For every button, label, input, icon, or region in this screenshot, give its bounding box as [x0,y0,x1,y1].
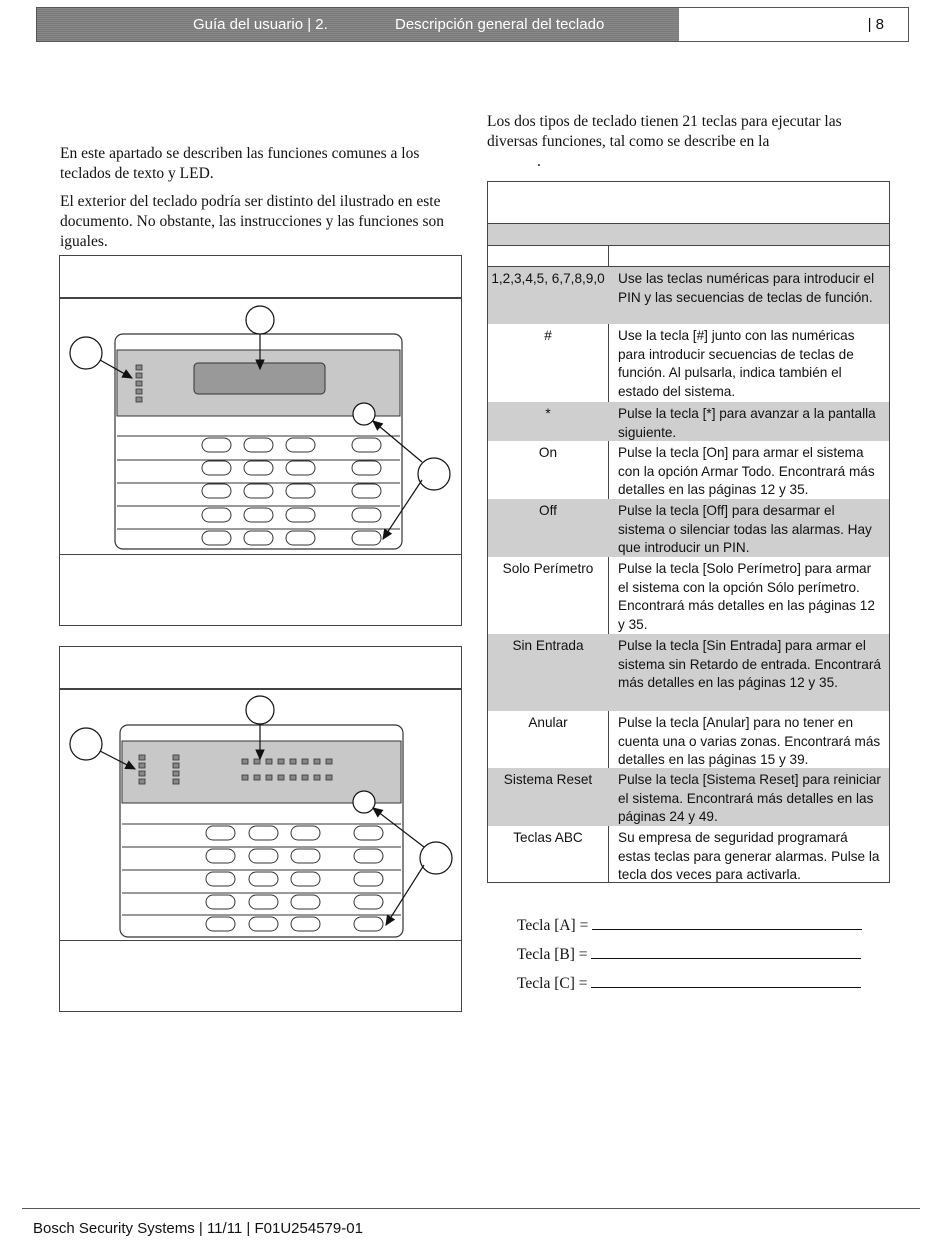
table-intro-paragraph: Los dos tipos de teclado tienen 21 teclas para ejecutar las diversas funciones, tal como se describe en la [487,113,842,150]
header-section: Guía del usuario | 2. [193,16,328,33]
table-row [488,324,889,402]
description-cell: Su empresa de seguridad programará estas teclas para generar alarmas. Pulse la tecla dos veces para activarla. [618,830,880,882]
table-row [488,402,889,441]
page-footer: Bosch Security Systems | 11/11 | F01U254579-01 [33,1220,363,1237]
description-cell: Use la tecla [#] junto con las numéricas para introducir secuencias de teclas de función. Al pulsarla, indica también el estado del sistema. [618,328,855,399]
key-function-table [487,181,890,883]
description-cell: Pulse la tecla [On] para armar el sistema con la opción Armar Todo. Encontrará más detalles en las páginas 12 y 35. [618,445,875,497]
key-cell: Anular [528,715,568,730]
table-row [488,634,889,711]
key-b-label: Tecla [B] = [517,946,588,963]
description-cell: Pulse la tecla [Anular] para no tener en cuenta una o varias zonas. Encontrará más detalles en las páginas 15 y 39. [618,715,881,767]
key-a-blank [592,915,862,930]
key-a-label: Tecla [A] = [517,917,589,934]
key-c-label: Tecla [C] = [517,975,588,992]
led-keypad-figure [59,646,462,1012]
key-cell: Solo Perímetro [502,561,594,576]
key-cell: Sistema Reset [503,772,593,787]
table-header-band [488,223,889,246]
table-row [488,267,889,324]
key-c-line [517,973,861,993]
table-row [488,711,889,768]
text-keypad-drawing [60,256,461,625]
header-page-number: | 8 [867,16,884,33]
key-cell: 1,2,3,4,5, 6,7,8,9,0 [491,271,605,286]
description-cell: Pulse la tecla [*] para avanzar a la pantalla siguiente. [618,406,876,440]
table-row [488,768,889,826]
key-cell: Sin Entrada [512,638,584,653]
key-cell: # [544,328,552,343]
key-cell: On [538,445,558,460]
description-cell: Pulse la tecla [Sin Entrada] para armar el sistema sin Retardo de entrada. Encontrará más detalles en las páginas 12 y 35. [618,638,881,690]
key-b-line [517,944,861,964]
header-shaded-band [37,8,679,41]
page-header [36,7,909,42]
note-paragraph: El exterior del teclado podría ser distinto del ilustrado en este documento. No obstante, las instrucciones y las funciones son iguales. [60,193,444,250]
header-title: Descripción general del teclado [395,16,605,33]
text-keypad-figure [59,255,462,626]
description-cell: Pulse la tecla [Off] para desarmar el sistema o silenciar todas las alarmas. Hay que introducir un PIN. [618,503,872,555]
table-row [488,441,889,499]
description-cell: Use las teclas numéricas para introducir el PIN y las secuencias de teclas de función. [618,271,875,305]
intro-paragraph: En este apartado se describen las funciones comunes a los teclados de texto y LED. [60,145,420,182]
key-cell: Off [539,503,557,518]
key-a-line [517,915,862,935]
footer-rule [22,1208,920,1209]
table-row [488,826,889,882]
description-cell: Pulse la tecla [Solo Perímetro] para armar el sistema con la opción Sólo perímetro. Encontrará más detalles en las páginas 12 y 35. [618,561,875,632]
key-c-blank [591,973,861,988]
table-intro-end: . [537,153,541,170]
key-cell: * [545,406,551,421]
description-cell: Pulse la tecla [Sistema Reset] para reiniciar el sistema. Encontrará más detalles en las páginas 24 y 49. [618,772,881,824]
key-cell: Teclas ABC [513,830,583,845]
led-keypad-drawing [60,647,461,1011]
table-row [488,499,889,557]
table-row [488,557,889,634]
key-b-blank [591,944,861,959]
